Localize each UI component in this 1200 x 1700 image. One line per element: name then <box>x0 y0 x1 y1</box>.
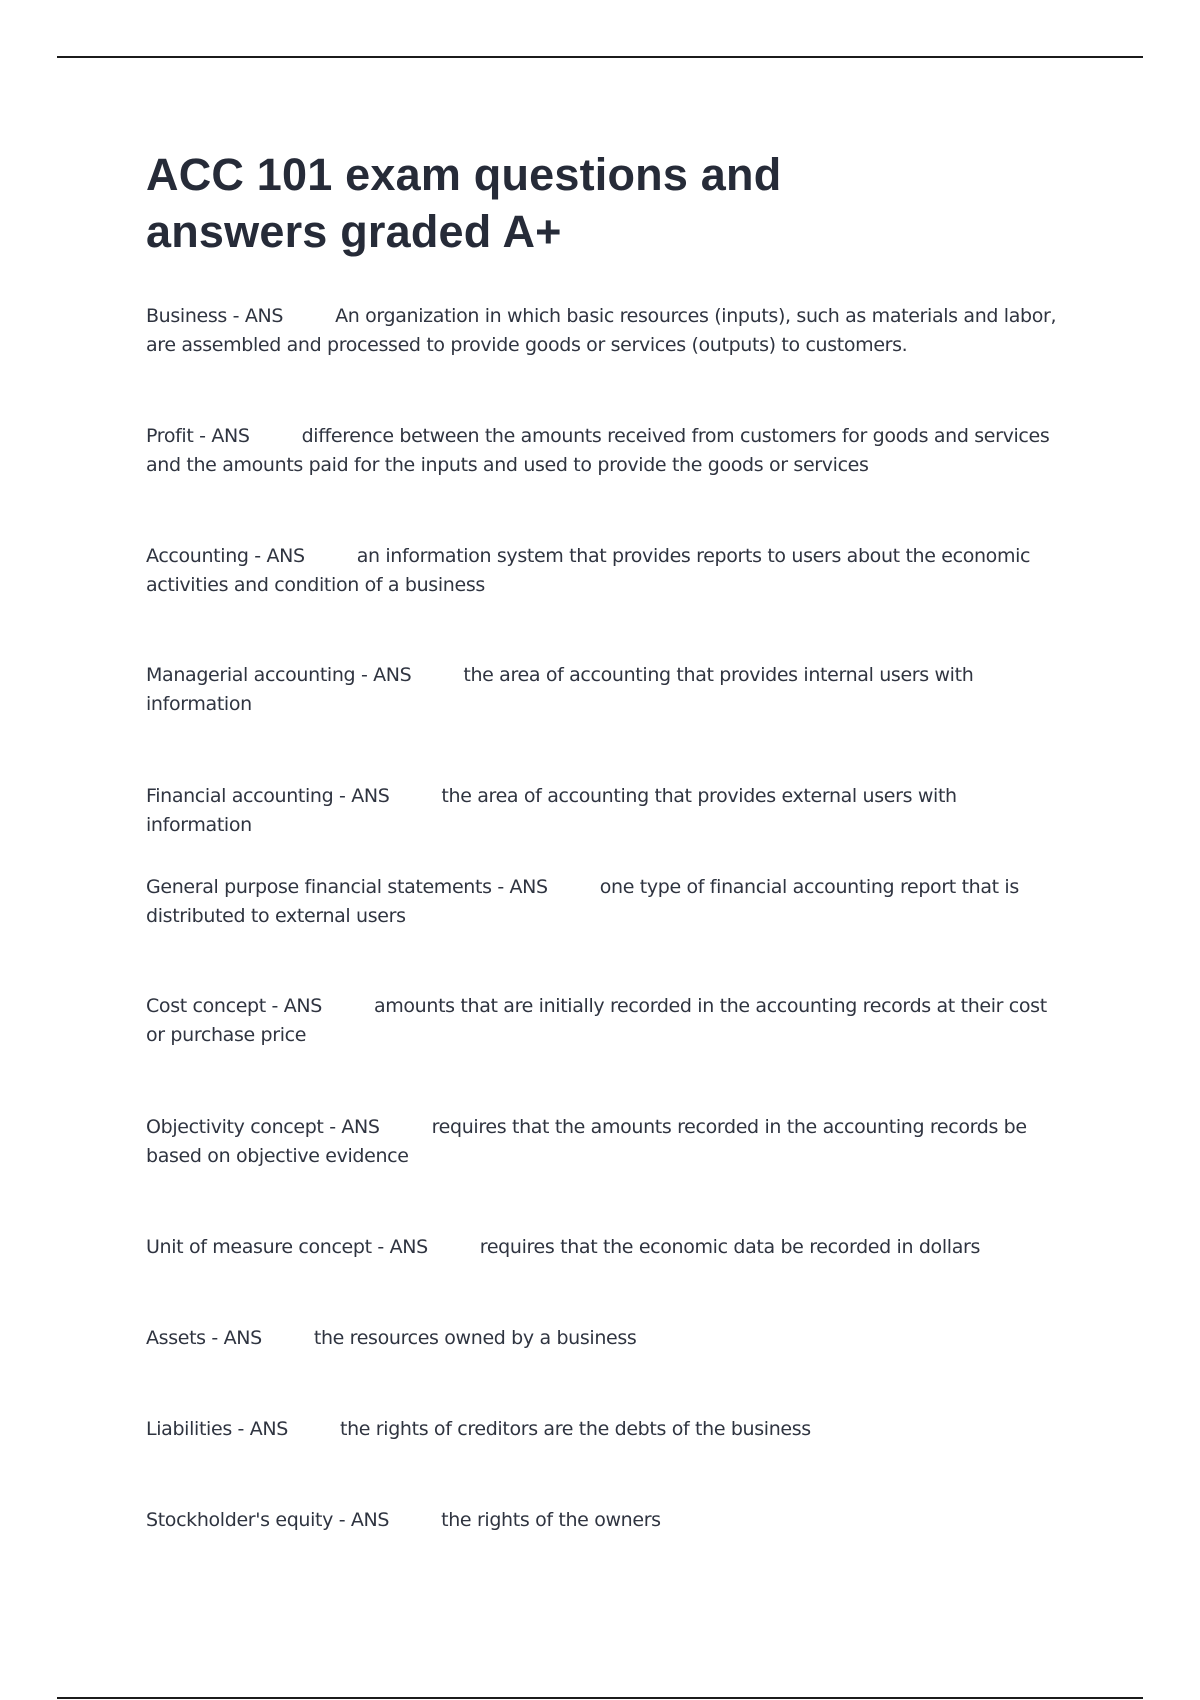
glossary-entry <box>146 1324 1066 1353</box>
entry-term: Objectivity concept - ANS <box>146 1116 380 1138</box>
entry-definition: difference between the amounts received from customers for goods and services and the amounts paid for the inputs and used to provide the goods or services <box>146 425 1050 476</box>
glossary-entry <box>146 661 1066 718</box>
glossary-entry <box>146 1415 1066 1444</box>
entry-definition: requires that the economic data be recorded in dollars <box>479 1236 980 1258</box>
entry-term: Unit of measure concept - ANS <box>146 1236 428 1258</box>
entry-definition: the area of accounting that provides external users with information <box>146 785 957 836</box>
glossary-entry <box>146 1233 1066 1262</box>
entry-definition: an information system that provides reports to users about the economic activities and condition of a business <box>146 545 1031 596</box>
glossary-entry <box>146 992 1066 1049</box>
entry-definition: one type of financial accounting report that is distributed to external users <box>146 876 1019 927</box>
glossary-entry <box>146 1113 1066 1170</box>
glossary-entry <box>146 782 1066 839</box>
glossary-entry <box>146 873 1066 930</box>
entry-definition: the resources owned by a business <box>313 1327 637 1349</box>
entry-term: Managerial accounting - ANS <box>146 664 412 686</box>
entry-term: General purpose financial statements - ANS <box>146 876 548 898</box>
entry-term: Profit - ANS <box>146 425 250 447</box>
document-title: ACC 101 exam questions and answers graded A+ <box>146 149 782 257</box>
top-rule <box>57 56 1143 58</box>
glossary-entry <box>146 302 1066 359</box>
entry-definition: the rights of the owners <box>441 1509 661 1531</box>
entry-term: Accounting - ANS <box>146 545 305 567</box>
entry-definition: the rights of creditors are the debts of the business <box>339 1418 811 1440</box>
entry-definition: requires that the amounts recorded in the accounting records be based on objective evidence <box>146 1116 1027 1167</box>
bottom-rule <box>57 1697 1143 1699</box>
entry-definition: the area of accounting that provides internal users with information <box>146 664 974 715</box>
entry-term: Financial accounting - ANS <box>146 785 390 807</box>
entry-term: Stockholder's equity - ANS <box>146 1509 390 1531</box>
entry-term: Assets - ANS <box>146 1327 262 1349</box>
glossary-entry <box>146 422 1066 479</box>
entry-definition: amounts that are initially recorded in the accounting records at their cost or purchase price <box>146 995 1047 1046</box>
entry-term: Cost concept - ANS <box>146 995 322 1017</box>
entry-definition: An organization in which basic resources (inputs), such as materials and labor, are assembled and processed to provide goods or services (outputs) to customers. <box>146 305 1057 356</box>
glossary-entry <box>146 1506 1066 1535</box>
entry-term: Business - ANS <box>146 305 284 327</box>
entry-term: Liabilities - ANS <box>146 1418 288 1440</box>
glossary-entry <box>146 542 1066 599</box>
